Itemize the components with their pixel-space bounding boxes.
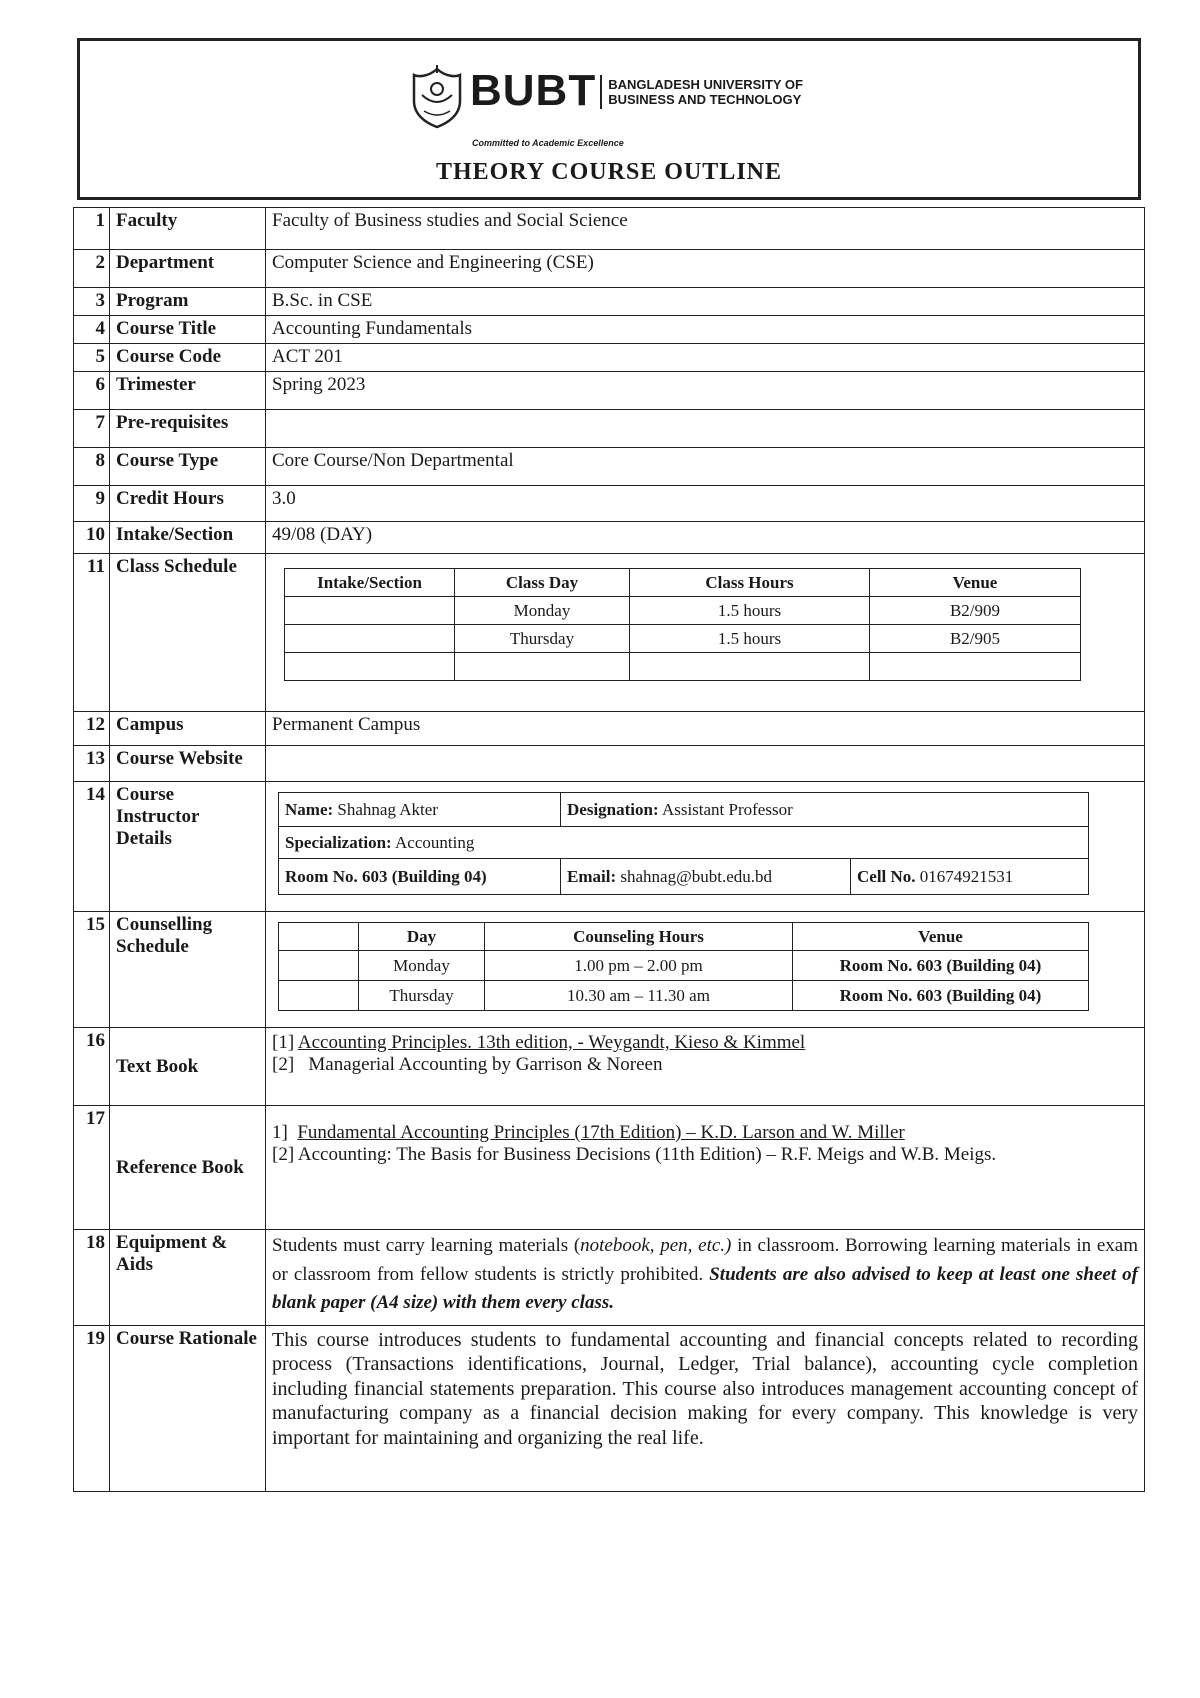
row-number: 10: [74, 522, 110, 554]
row-reference-book: [74, 1106, 1145, 1230]
row-number: 12: [74, 712, 110, 746]
row-label: Credit Hours: [110, 486, 266, 522]
row-course-code: [74, 344, 1145, 372]
row-number: 15: [74, 912, 110, 1028]
reference-book-item: [272, 1144, 1138, 1166]
empty-cell: [279, 981, 359, 1011]
equipment-text-b: in classroom. Borrowing learning materials in exam or classroom from fellow students is strictly prohibited.: [272, 1235, 1138, 1285]
table-row: [285, 597, 1081, 625]
table-row: [279, 827, 1089, 859]
item-text: Fundamental Accounting Principles (17th Edition) – K.D. Larson and W. Miller: [297, 1122, 905, 1143]
faculty-value: Faculty of Business studies and Social Science: [266, 208, 1145, 250]
row-campus: [74, 712, 1145, 746]
row-counselling: [74, 912, 1145, 1028]
table-row: [279, 981, 1089, 1011]
university-name: [608, 77, 803, 107]
name-label: Name:: [285, 799, 334, 819]
row-label: Reference Book: [110, 1106, 266, 1230]
table-row-empty: [285, 653, 1081, 681]
instructor-name: Shahnag Akter: [337, 799, 438, 819]
designation-label: Designation:: [567, 799, 659, 819]
equipment-text-emphasis: Students are also advised to keep at least one sheet of blank paper (A4 size) with them every class.: [272, 1263, 1138, 1313]
hours-cell: 10.30 am – 11.30 am: [485, 981, 793, 1011]
document-title: THEORY COURSE OUTLINE: [436, 159, 782, 185]
venue-cell: Room No. 603 (Building 04): [793, 981, 1089, 1011]
row-label: Course Type: [110, 448, 266, 486]
row-label: Campus: [110, 712, 266, 746]
item-text: Accounting: The Basis for Business Decisions (11th Edition) – R.F. Meigs and W.B. Meigs.: [297, 1144, 997, 1165]
row-credit-hours: [74, 486, 1145, 522]
reference-book-cell: [266, 1106, 1145, 1230]
counselling-table: [278, 922, 1089, 1011]
email-cell: [561, 859, 851, 895]
crest-icon: [410, 65, 464, 131]
logo-brand-text: BUBT: [470, 66, 597, 115]
row-number: 6: [74, 372, 110, 410]
row-faculty: [74, 208, 1145, 250]
row-number: 19: [74, 1326, 110, 1492]
row-label: Course Instructor Details: [110, 782, 266, 912]
designation-value: Assistant Professor: [661, 799, 793, 819]
specialization-cell: [279, 827, 1089, 859]
row-trimester: [74, 372, 1145, 410]
equipment-text-italic: notebook, pen, etc.): [580, 1235, 732, 1256]
class-schedule-cell: [266, 554, 1145, 712]
text-book-cell: [266, 1028, 1145, 1106]
column-header: Class Hours: [630, 569, 870, 597]
row-label: Intake/Section: [110, 522, 266, 554]
row-label: Course Code: [110, 344, 266, 372]
table-row: [285, 625, 1081, 653]
column-header: Class Day: [455, 569, 630, 597]
empty-cell: [630, 653, 870, 681]
row-number: 18: [74, 1230, 110, 1326]
specialization-label: Specialization:: [285, 832, 392, 852]
venue-cell: Room No. 603 (Building 04): [793, 951, 1089, 981]
instructor-cell: [266, 782, 1145, 912]
empty-cell: [455, 653, 630, 681]
day-cell: Thursday: [359, 981, 485, 1011]
course-outline-table: [73, 207, 1145, 1492]
intake-cell: [285, 625, 455, 653]
row-course-title: [74, 316, 1145, 344]
item-text: Accounting Principles. 13th edition, - Weygandt, Kieso & Kimmel: [297, 1032, 806, 1053]
credit-hours-value: 3.0: [266, 486, 1145, 522]
equipment-text-a: Students must carry learning materials (: [272, 1235, 581, 1256]
hours-cell: 1.5 hours: [630, 597, 870, 625]
row-number: 9: [74, 486, 110, 522]
department-value: Computer Science and Engineering (CSE): [266, 250, 1145, 288]
row-number: 1: [74, 208, 110, 250]
row-prerequisites: [74, 410, 1145, 448]
row-label: Pre-requisites: [110, 410, 266, 448]
table-row: [279, 859, 1089, 895]
cell-number-cell: [851, 859, 1089, 895]
row-text-book: [74, 1028, 1145, 1106]
rationale-text: This course introduces students to fundamental accounting and financial concepts related to recording process (Transactions identifications, Journal, Ledger, Trial balance), accounting cycle completion including financial statements preparation. This course also introduces management accounting concept of manufacturing company as a financial decision making for every company. This knowledge is very important for maintaining and organizing the real life.: [266, 1326, 1145, 1492]
row-course-type: [74, 448, 1145, 486]
row-number: 3: [74, 288, 110, 316]
row-label: Faculty: [110, 208, 266, 250]
item-text: Managerial Accounting by Garrison & Noreen: [308, 1054, 663, 1075]
row-number: 13: [74, 746, 110, 782]
column-header: Intake/Section: [285, 569, 455, 597]
row-label: Class Schedule: [110, 554, 266, 712]
empty-cell: [285, 653, 455, 681]
course-title-value: Accounting Fundamentals: [266, 316, 1145, 344]
email-label: Email:: [567, 866, 617, 886]
row-label: Course Title: [110, 316, 266, 344]
row-course-website: [74, 746, 1145, 782]
row-number: 17: [74, 1106, 110, 1230]
university-name-line1: BANGLADESH UNIVERSITY OF: [608, 77, 803, 92]
campus-value: Permanent Campus: [266, 712, 1145, 746]
equipment-text: [266, 1230, 1145, 1326]
row-label: Course Website: [110, 746, 266, 782]
counselling-cell: [266, 912, 1145, 1028]
day-cell: Monday: [455, 597, 630, 625]
logo-divider: [600, 75, 602, 109]
cell-value: 01674921531: [919, 866, 1014, 886]
row-number: 4: [74, 316, 110, 344]
intake-section-value: 49/08 (DAY): [266, 522, 1145, 554]
column-header: Day: [359, 923, 485, 951]
instructor-name-cell: [279, 793, 561, 827]
row-number: 16: [74, 1028, 110, 1106]
course-code-value: ACT 201: [266, 344, 1145, 372]
day-cell: Monday: [359, 951, 485, 981]
row-label: Text Book: [110, 1028, 266, 1106]
venue-cell: B2/905: [870, 625, 1081, 653]
row-department: [74, 250, 1145, 288]
email-value: shahnag@bubt.edu.bd: [620, 866, 772, 886]
row-number: 8: [74, 448, 110, 486]
row-label: Equipment & Aids: [110, 1230, 266, 1326]
room-cell: Room No. 603 (Building 04): [279, 859, 561, 895]
table-header-row: [279, 923, 1089, 951]
column-header: Counseling Hours: [485, 923, 793, 951]
specialization-value: Accounting: [395, 832, 475, 852]
header-box: [77, 38, 1141, 200]
day-cell: Thursday: [455, 625, 630, 653]
row-intake-section: [74, 522, 1145, 554]
item-tag: 1]: [272, 1122, 288, 1143]
text-book-item: [272, 1032, 1138, 1054]
hours-cell: 1.00 pm – 2.00 pm: [485, 951, 793, 981]
column-header: Venue: [793, 923, 1089, 951]
empty-cell: [279, 951, 359, 981]
row-program: [74, 288, 1145, 316]
item-tag: [1]: [272, 1032, 295, 1053]
designation-cell: [561, 793, 1089, 827]
trimester-value: Spring 2023: [266, 372, 1145, 410]
hours-cell: 1.5 hours: [630, 625, 870, 653]
table-row: [279, 793, 1089, 827]
course-type-value: Core Course/Non Departmental: [266, 448, 1145, 486]
row-class-schedule: [74, 554, 1145, 712]
course-website-value: [266, 746, 1145, 782]
row-equipment: [74, 1230, 1145, 1326]
class-schedule-table: [284, 568, 1081, 681]
university-name-line2: BUSINESS AND TECHNOLOGY: [608, 92, 802, 107]
empty-cell: [870, 653, 1081, 681]
logo-tagline: Committed to Academic Excellence: [472, 138, 624, 148]
row-label: Counselling Schedule: [110, 912, 266, 1028]
row-number: 2: [74, 250, 110, 288]
intake-cell: [285, 597, 455, 625]
row-number: 14: [74, 782, 110, 912]
column-header-empty: [279, 923, 359, 951]
row-instructor: [74, 782, 1145, 912]
row-number: 11: [74, 554, 110, 712]
column-header: Venue: [870, 569, 1081, 597]
prerequisites-value: [266, 410, 1145, 448]
table-header-row: [285, 569, 1081, 597]
item-tag: [2]: [272, 1144, 295, 1165]
row-label: Trimester: [110, 372, 266, 410]
cell-label: Cell No.: [857, 866, 916, 886]
row-number: 7: [74, 410, 110, 448]
instructor-table: [278, 792, 1089, 895]
university-logo: [410, 65, 803, 148]
row-number: 5: [74, 344, 110, 372]
text-book-item: [272, 1054, 1138, 1076]
venue-cell: B2/909: [870, 597, 1081, 625]
row-label: Course Rationale: [110, 1326, 266, 1492]
table-row: [279, 951, 1089, 981]
row-rationale: [74, 1326, 1145, 1492]
reference-book-item: [272, 1122, 1138, 1144]
row-label: Program: [110, 288, 266, 316]
program-value: B.Sc. in CSE: [266, 288, 1145, 316]
logo-wordmark: [470, 65, 624, 148]
item-tag: [2]: [272, 1054, 295, 1075]
row-label: Department: [110, 250, 266, 288]
